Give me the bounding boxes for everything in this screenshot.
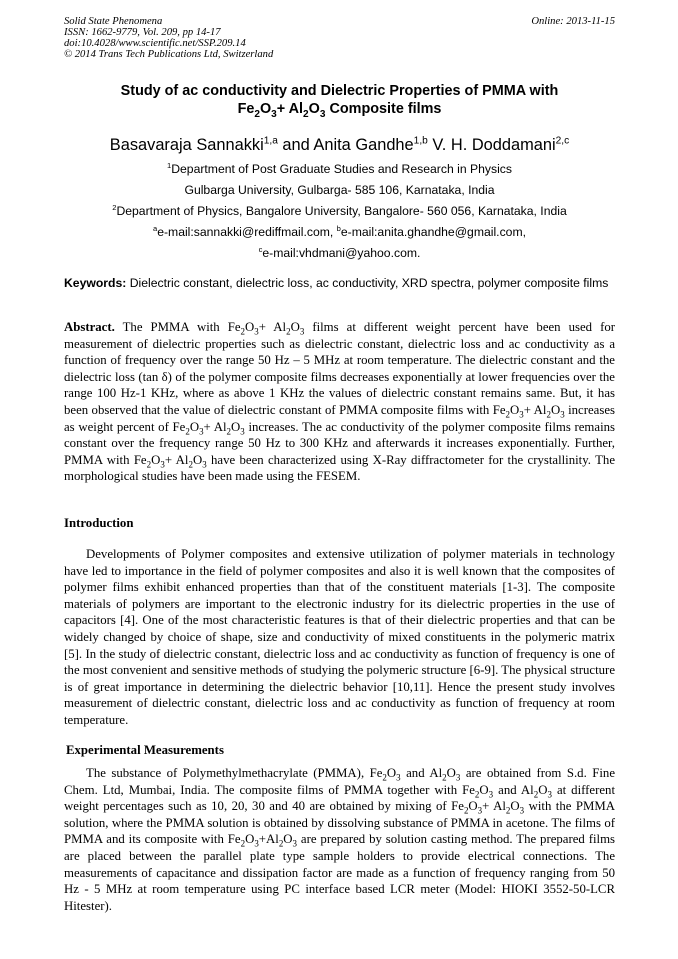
experimental-text: The substance of Polymethylmethacrylate (PMMA), $Fe_2O_3$ and $Al_2O_3$ are obtained from S.d. Fine Chem. Ltd, Mumbai, India. The composite films of PMMA together with $Fe_2O_3$ and $Al_2O_3$ at different weight percentages such as 10, 20, 30 and 40 are obtained by mixing of $Fe_2O_3+ Al_2O_3$ with the PMMA solution, where the PMMA solution is obtained by dissolving substance of PMMA in acetone. The films of PMMA and its composite with $Fe_2O_3+Al_2O_3$ are prepared by solution casting method. The prepared films are placed between the parallel plate type sample holders to provide electrical connections. The measurements of capacitance and dissipation factor are made as a function of frequency ranging from 50 Hz - 5 MHz at room temperature using PC interface based LCR meter (Model: HIOKI 3552-50-LCR Hitester). bbox=[64, 766, 615, 913]
author-list: Basavaraja Sannakki$^{1,a}$ and Anita Gandhe$^{1,b}$ V. H. Doddamani$^{2,c}$ bbox=[109, 135, 570, 154]
keywords bbox=[64, 276, 615, 291]
affiliation-2: $^2$Department of Physics, Bangalore University, Bangalore- 560 056, Karnataka, India bbox=[112, 202, 567, 218]
journal-doi: doi:10.4028/www.scientific.net/SSP.209.14 bbox=[64, 38, 246, 49]
keywords-label: Keywords: bbox=[64, 276, 127, 290]
affiliation-1-line-1: $^1$Department of Post Graduate Studies and Research in Physics bbox=[167, 160, 512, 176]
keywords-text: Dielectric constant, dielectric loss, ac conductivity, XRD spectra, polymer composite films bbox=[126, 276, 609, 290]
introduction-heading: Introduction bbox=[64, 516, 134, 530]
journal-header bbox=[64, 16, 273, 60]
paper-title bbox=[64, 82, 615, 118]
affiliation-1-line-2: Gulbarga University, Gulbarga- 585 106, Karnataka, India bbox=[184, 183, 495, 197]
title-line-2: $Fe_2O_3+ Al_2O_3$ Composite films bbox=[237, 101, 442, 120]
journal-issn: ISSN: 1662-9779, Vol. 209, pp 14-17 bbox=[64, 27, 221, 38]
experimental-heading: Experimental Measurements bbox=[66, 743, 224, 757]
abstract: Abstract. The PMMA with $Fe_2O_3+ Al_2O_3$ films at different weight percent have been used for measurement of dielectric properties such as dielectric constant, dielectric loss and ac conductivity as a function of frequency over the range 50 Hz – 5 MHz at room temperature. The dielectric constant and the dielectric loss (tan δ) of the polymer composite films decreases exponentially at lower frequencies over the range 100 Hz-1 KHz, where as above 1 KHz the values of dielectric constant remains same. But, it has been observed that the value of dielectric constant of PMMA composite films with $Fe_2O_3+ Al_2O_3$ increases as weight percent of $Fe_2O_3+ Al_2O_3$ increases. The ac conductivity of the polymer composite films remains constant over the frequency range 50 Hz to 300 KHz and afterwards it increases exponentially. Further, PMMA with $Fe_2O_3+ Al_2O_3$ have been characterized using X-Ray diffractometer for the crystallinity. The morphological studies have been made using the FESEM. bbox=[64, 320, 616, 484]
title-line-1: Study of ac conductivity and Dielectric Properties of PMMA with bbox=[120, 83, 559, 99]
introduction-text: Developments of Polymer composites and extensive utilization of polymer materials in technology have led to importance in the field of polymer composites and also it is well known that the composites of polymer films exhibit enhanced properties than that of the constituent materials [1-3]. The composite materials of polymers are important to the electronic industry for its dielectric properties in the use of capacitors [4]. One of the most characteristic features is that of their dielectric properties and that can be widely changed by choice of shape, size and conductivity of mixed constituents in the polymeric matrix [5]. In the study of dielectric constant, dielectric loss and ac conductivity as function of frequency is one of the most convenient and sensitive methods of studying the polymeric structure [6-9]. The physical structure is of great importance in determining the dielectric behavior [10,11]. Hence the present study involves measurement of dielectric constant, dielectric loss and ac conductivity as function of frequency at room temperature. bbox=[64, 547, 615, 727]
journal-copyright: © 2014 Trans Tech Publications Ltd, Switzerland bbox=[64, 49, 274, 60]
online-date: Online: 2013-11-15 bbox=[531, 16, 615, 27]
abstract-label: Abstract. bbox=[64, 320, 115, 334]
email-line-1: $^a$e-mail:sannakki@rediffmail.com, $^b$e-mail:anita.ghandhe@gmail.com, bbox=[153, 223, 526, 239]
email-line-2: $^c$e-mail:vhdmani@yahoo.com. bbox=[258, 244, 421, 260]
journal-name: Solid State Phenomena bbox=[64, 16, 163, 27]
